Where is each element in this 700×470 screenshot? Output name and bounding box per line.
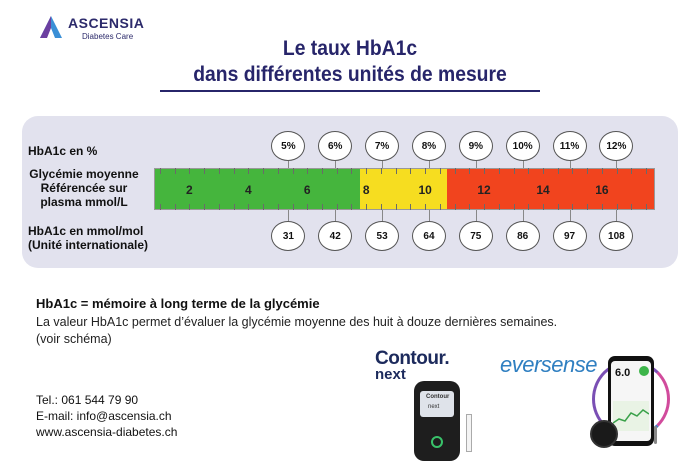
percent-bubble: 10% xyxy=(506,131,540,161)
bar-tick xyxy=(425,168,426,174)
percent-connector xyxy=(523,161,524,168)
percent-connector xyxy=(429,161,430,168)
percent-connector xyxy=(288,161,289,168)
mmol-bubble: 86 xyxy=(506,221,540,251)
bar-tick xyxy=(160,168,161,174)
info-heading: HbA1c = mémoire à long terme de la glycémie xyxy=(36,296,320,311)
bar-tick xyxy=(337,168,338,174)
bar-tick xyxy=(587,168,588,174)
bar-tick xyxy=(631,168,632,174)
mmol-connector xyxy=(429,210,430,221)
mmol-connector xyxy=(335,210,336,221)
bar-tick xyxy=(293,204,294,210)
bar-tick xyxy=(322,204,323,210)
glucose-graph-icon xyxy=(613,401,649,431)
bar-tick xyxy=(396,204,397,210)
row-label-glycemia-3: plasma mmol/L xyxy=(40,195,128,209)
bar-tick xyxy=(366,168,367,174)
bar-tick xyxy=(572,168,573,174)
bar-tick xyxy=(469,168,470,174)
bar-tick xyxy=(425,204,426,210)
phone-reading: 6.0 xyxy=(615,367,631,379)
bar-tick xyxy=(381,168,382,174)
transmitter-image xyxy=(590,420,618,448)
mmol-connector xyxy=(523,210,524,221)
bar-tick xyxy=(528,204,529,210)
bar-tick xyxy=(322,168,323,174)
mmol-connector xyxy=(382,210,383,221)
bar-tick xyxy=(234,168,235,174)
meter-screen xyxy=(420,391,454,417)
info-text-line-2: (voir schéma) xyxy=(36,332,112,346)
bar-tick xyxy=(484,204,485,210)
bar-tick xyxy=(587,204,588,210)
contour-logo-line-1: Contour. xyxy=(375,348,450,369)
glycemia-scale-label: 2 xyxy=(186,183,193,197)
bar-tick xyxy=(410,204,411,210)
eversense-logo: eversense xyxy=(500,352,598,377)
glycemia-scale-label: 14 xyxy=(536,183,550,197)
title-line-1: Le taux HbA1c xyxy=(282,37,418,60)
meter-brand-2: next xyxy=(428,404,440,410)
bar-tick xyxy=(455,168,456,174)
page-title xyxy=(28,36,672,88)
mmol-bubble: 64 xyxy=(412,221,446,251)
percent-bubble: 7% xyxy=(365,131,399,161)
row-label-percent: HbA1c en % xyxy=(28,144,98,158)
glycemia-scale-label: 16 xyxy=(595,183,609,197)
bar-tick xyxy=(646,168,647,174)
mmol-bubble: 31 xyxy=(271,221,305,251)
percent-connector xyxy=(335,161,336,168)
glucose-meter-image xyxy=(414,381,460,461)
row-label-glycemia-2: Référencée sur xyxy=(40,181,128,195)
percent-bubble: 9% xyxy=(459,131,493,161)
bar-tick xyxy=(646,204,647,210)
bar-tick xyxy=(263,204,264,210)
bar-tick xyxy=(528,168,529,174)
percent-connector xyxy=(570,161,571,168)
glycemia-scale-label: 10 xyxy=(418,183,432,197)
bar-tick xyxy=(351,168,352,174)
row-label-mmol-2: (Unité internationale) xyxy=(28,238,149,252)
test-strip-image xyxy=(466,414,472,452)
contact-block xyxy=(36,392,177,440)
bar-tick xyxy=(248,204,249,210)
mmol-bubble: 53 xyxy=(365,221,399,251)
bar-ticks xyxy=(154,168,655,210)
bar-tick xyxy=(204,168,205,174)
percent-bubble: 8% xyxy=(412,131,446,161)
percent-bubble: 5% xyxy=(271,131,305,161)
bar-tick xyxy=(499,204,500,210)
contact-tel: Tel.: 061 544 79 90 xyxy=(36,393,139,407)
row-label-glycemia-1: Glycémie moyenne xyxy=(29,167,139,181)
sensor-image xyxy=(654,426,657,444)
meter-brand: Contour xyxy=(426,394,450,400)
trend-arrow-icon xyxy=(639,366,649,376)
glycemia-scale-label: 8 xyxy=(362,183,370,197)
percent-bubble: 11% xyxy=(553,131,587,161)
contour-next-logo xyxy=(375,348,465,383)
row-label-glycemia xyxy=(20,167,148,209)
bar-tick xyxy=(572,204,573,210)
info-text-line-1: La valeur HbA1c permet d’évaluer la glycémie moyenne des huit à douze dernières semaines. xyxy=(36,315,558,329)
bar-tick xyxy=(307,168,308,174)
glycemia-scale-label: 4 xyxy=(244,183,252,197)
bar-tick xyxy=(631,204,632,210)
bar-tick xyxy=(499,168,500,174)
mmol-connector xyxy=(616,210,617,221)
bar-tick xyxy=(219,204,220,210)
bar-tick xyxy=(558,204,559,210)
mmol-connector xyxy=(570,210,571,221)
bar-tick xyxy=(440,204,441,210)
title-line-2: dans différentes unités de mesure xyxy=(193,63,507,86)
bar-tick xyxy=(175,204,176,210)
bar-tick xyxy=(543,168,544,174)
bar-tick xyxy=(189,168,190,174)
percent-connector xyxy=(382,161,383,168)
mmol-connector xyxy=(288,210,289,221)
bar-tick xyxy=(543,204,544,210)
bar-tick xyxy=(160,204,161,210)
bar-tick xyxy=(248,168,249,174)
bar-tick xyxy=(293,168,294,174)
glycemia-scale-label: 12 xyxy=(477,183,491,197)
bar-tick xyxy=(514,204,515,210)
bar-tick xyxy=(366,204,367,210)
bar-tick xyxy=(602,204,603,210)
mmol-bubble: 108 xyxy=(599,221,633,251)
bar-tick xyxy=(337,204,338,210)
bar-tick xyxy=(455,204,456,210)
mmol-connector xyxy=(476,210,477,221)
bar-tick xyxy=(189,204,190,210)
contour-logo-line-2: next xyxy=(375,366,406,383)
bar-tick xyxy=(484,168,485,174)
bar-tick xyxy=(396,168,397,174)
percent-bubble: 12% xyxy=(599,131,633,161)
bar-tick xyxy=(263,168,264,174)
bar-tick xyxy=(440,168,441,174)
contact-email[interactable]: E-mail: info@ascensia.ch xyxy=(36,409,172,423)
brand-name: ASCENSIA xyxy=(68,15,145,31)
bar-tick xyxy=(410,168,411,174)
bar-tick xyxy=(558,168,559,174)
title-underline xyxy=(160,90,540,92)
mmol-bubble: 97 xyxy=(553,221,587,251)
bar-tick xyxy=(469,204,470,210)
bar-tick xyxy=(617,168,618,174)
row-label-mmol xyxy=(28,224,152,252)
mmol-bubble: 42 xyxy=(318,221,352,251)
mmol-bubble: 75 xyxy=(459,221,493,251)
brand-subtitle: Diabetes Care xyxy=(82,32,134,41)
bar-tick xyxy=(278,168,279,174)
percent-bubble: 6% xyxy=(318,131,352,161)
bar-tick xyxy=(219,168,220,174)
row-label-mmol-1: HbA1c en mmol/mol xyxy=(28,224,144,238)
bar-tick xyxy=(278,204,279,210)
info-text xyxy=(36,314,656,348)
bar-tick xyxy=(307,204,308,210)
bar-tick xyxy=(351,204,352,210)
bar-tick xyxy=(234,204,235,210)
glycemia-scale-label: 6 xyxy=(303,183,311,197)
contact-web[interactable]: www.ascensia-diabetes.ch xyxy=(36,425,178,439)
bar-tick xyxy=(602,168,603,174)
percent-connector xyxy=(616,161,617,168)
percent-connector xyxy=(476,161,477,168)
bar-tick xyxy=(175,168,176,174)
meter-button-icon xyxy=(431,436,443,448)
bar-tick xyxy=(514,168,515,174)
bar-tick xyxy=(204,204,205,210)
